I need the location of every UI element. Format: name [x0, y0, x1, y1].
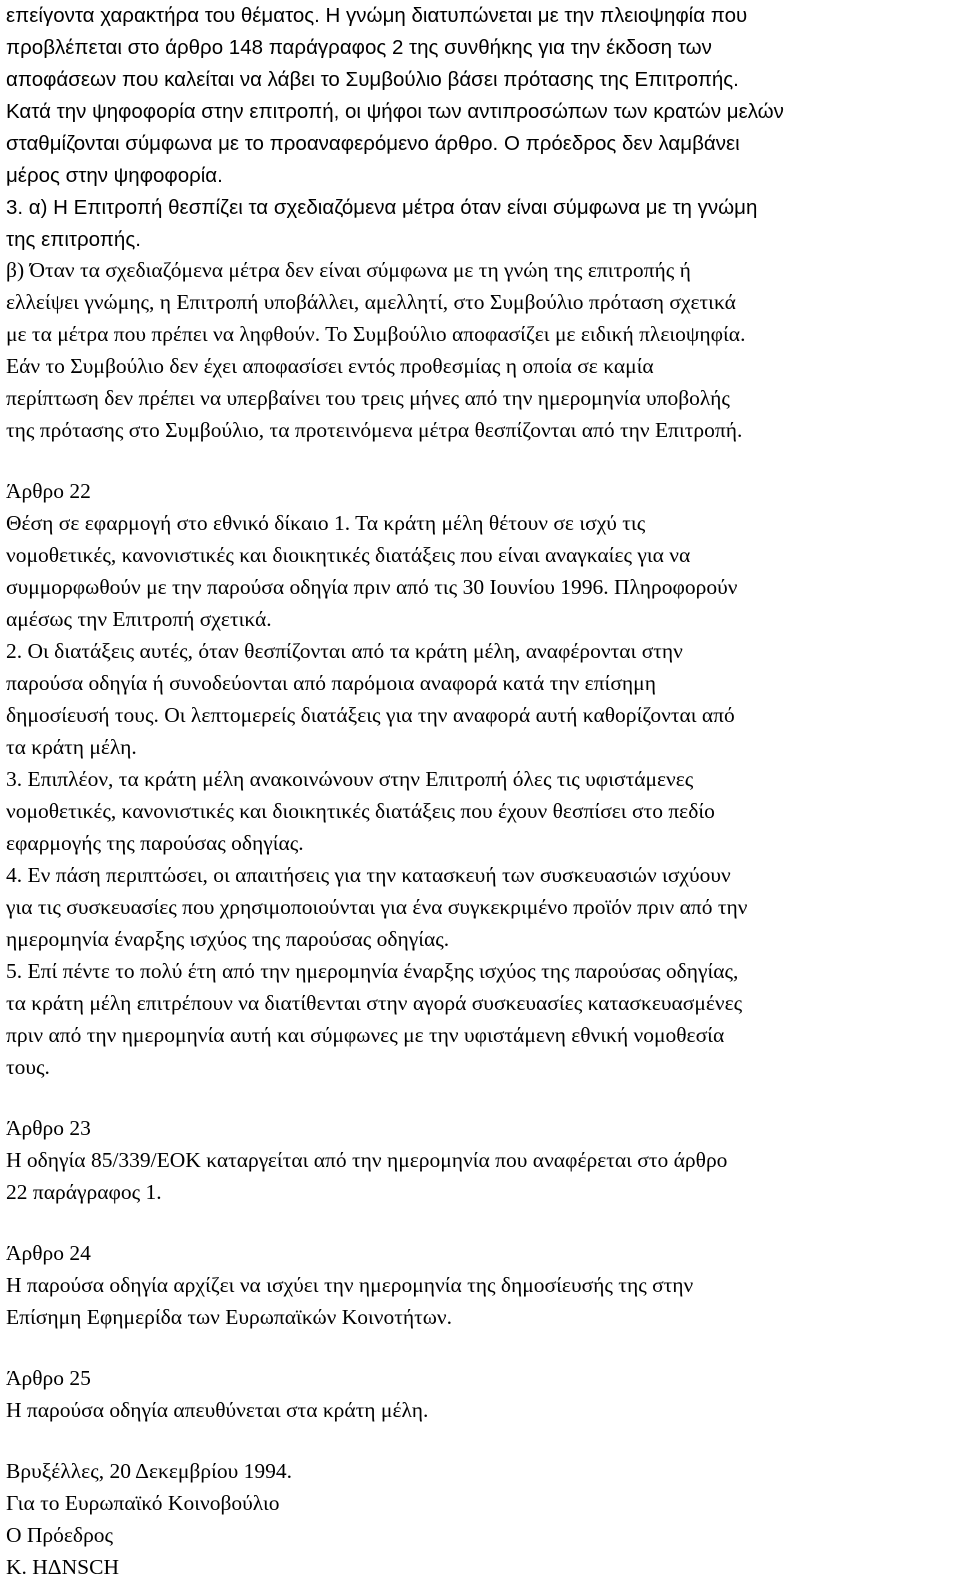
paragraph-b	[6, 254, 956, 446]
article-heading: Άρθρο 22	[6, 479, 91, 503]
paragraph-gap	[6, 1208, 956, 1237]
document-body	[6, 254, 956, 1583]
text-line: 5. Επί πέντε το πολύ έτη από την ημερομηνία έναρξης ισχύος της παρούσας οδηγίας,	[6, 959, 739, 983]
article-heading: Άρθρο 24	[6, 1241, 91, 1265]
article-heading: Άρθρο 25	[6, 1366, 91, 1390]
text-line: Η παρούσα οδηγία απευθύνεται στα κράτη μέλη.	[6, 1398, 429, 1422]
text-line: νομοθετικές, κανονιστικές και διοικητικές διατάξεις που έχουν θεσπίσει στο πεδίο	[6, 799, 715, 823]
paragraph-gap	[6, 446, 956, 475]
text-line: τα κράτη μέλη.	[6, 735, 137, 759]
text-line: ημερομηνία έναρξης ισχύος της παρούσας οδηγίας.	[6, 927, 450, 951]
text-line: περίπτωση δεν πρέπει να υπερβαίνει του τρεις μήνες από την ημερομηνία υποβολής	[6, 386, 730, 410]
article-23	[6, 1112, 956, 1208]
text-line: Επίσημη Εφημερίδα των Ευρωπαϊκών Κοινοτήτων.	[6, 1305, 453, 1329]
text-line: σταθμίζονται σύμφωνα με το προαναφερόμενο άρθρο. Ο πρόεδρος δεν λαμβάνει	[6, 132, 740, 155]
text-line: β) Όταν τα σχεδιαζόμενα μέτρα δεν είναι σύμφωνα με τη γνώη της επιτροπής ή	[6, 258, 691, 282]
text-line: με τα μέτρα που πρέπει να ληφθούν. Το Συμβούλιο αποφασίζει με ειδική πλειοψηφία.	[6, 322, 746, 346]
text-line: Εάν το Συμβούλιο δεν έχει αποφασίσει εντός προθεσμίας η οποία σε καμία	[6, 354, 654, 378]
paragraph-gap	[6, 1083, 956, 1112]
text-line: εφαρμογής της παρούσας οδηγίας.	[6, 831, 304, 855]
text-line: της πρότασης στο Συμβούλιο, τα προτεινόμενα μέτρα θεσπίζονται από την Επιτροπή.	[6, 418, 743, 442]
text-line: τους.	[6, 1055, 50, 1079]
signature-place-date: Βρυξέλλες, 20 Δεκεμβρίου 1994.	[6, 1459, 292, 1483]
text-line: νομοθετικές, κανονιστικές και διοικητικές διατάξεις που είναι αναγκαίες για να	[6, 543, 691, 567]
text-line: 4. Εν πάση περιπτώσει, οι απαιτήσεις για την κατασκευή των συσκευασιών ισχύουν	[6, 863, 731, 887]
text-line: Η παρούσα οδηγία αρχίζει να ισχύει την ημερομηνία της δημοσίευσής της στην	[6, 1273, 694, 1297]
article-24	[6, 1237, 956, 1333]
signature-institution: Για το Ευρωπαϊκό Κοινοβούλιο	[6, 1491, 280, 1515]
text-line: 3. α) Η Επιτροπή θεσπίζει τα σχεδιαζόμενα μέτρα όταν είναι σύμφωνα με τη γνώμη	[6, 196, 758, 219]
paragraph-gap	[6, 1333, 956, 1362]
text-line: Θέση σε εφαρμογή στο εθνικό δίκαιο 1. Τα κράτη μέλη θέτουν σε ισχύ τις	[6, 511, 646, 535]
signature-name: Κ. ΗΔΝSCH	[6, 1555, 119, 1579]
text-line: μέρος στην ψηφοφορία.	[6, 164, 223, 187]
text-line: αμέσως την Επιτροπή σχετικά.	[6, 607, 272, 631]
text-line: πριν από την ημερομηνία αυτή και σύμφωνες με την υφιστάμενη εθνική νομοθεσία	[6, 1023, 725, 1047]
signature-block	[6, 1455, 956, 1583]
text-line: ελλείψει γνώμης, η Επιτροπή υποβάλλει, αμελλητί, στο Συμβούλιο πρόταση σχετικά	[6, 290, 736, 314]
text-line: προβλέπεται στο άρθρο 148 παράγραφος 2 της συνθήκης για την έκδοση των	[6, 36, 712, 59]
text-line: της επιτροπής.	[6, 228, 141, 251]
text-line: 22 παράγραφος 1.	[6, 1180, 162, 1204]
article-21-continuation	[6, 0, 956, 256]
text-line: παρούσα οδηγία ή συνοδεύονται από παρόμοια αναφορά κατά την επίσημη	[6, 671, 656, 695]
paragraph-gap	[6, 1426, 956, 1455]
text-line: Η οδηγία 85/339/ΕΟΚ καταργείται από την ημερομηνία που αναφέρεται στο άρθρο	[6, 1148, 728, 1172]
text-line: τα κράτη μέλη επιτρέπουν να διατίθενται στην αγορά συσκευασίες κατασκευασμένες	[6, 991, 743, 1015]
text-line: για τις συσκευασίες που χρησιμοποιούνται για ένα συγκεκριμένο προϊόν πριν από την	[6, 895, 748, 919]
article-25	[6, 1362, 956, 1426]
text-line: επείγοντα χαρακτήρα του θέματος. Η γνώμη διατυπώνεται με την πλειοψηφία που	[6, 4, 748, 27]
text-line: συμμορφωθούν με την παρούσα οδηγία πριν από τις 30 Ιουνίου 1996. Πληροφορούν	[6, 575, 738, 599]
text-line: 2. Οι διατάξεις αυτές, όταν θεσπίζονται από τα κράτη μέλη, αναφέρονται στην	[6, 639, 683, 663]
article-22	[6, 475, 956, 1083]
signature-title: Ο Πρόεδρος	[6, 1523, 114, 1547]
article-heading: Άρθρο 23	[6, 1116, 91, 1140]
text-line: αποφάσεων που καλείται να λάβει το Συμβούλιο βάσει πρότασης της Επιτροπής.	[6, 68, 739, 91]
text-line: δημοσίευσή τους. Οι λεπτομερείς διατάξεις για την αναφορά αυτή καθορίζονται από	[6, 703, 735, 727]
text-line: 3. Επιπλέον, τα κράτη μέλη ανακοινώνουν στην Επιτροπή όλες τις υφιστάμενες	[6, 767, 694, 791]
text-line: Κατά την ψηφοφορία στην επιτροπή, οι ψήφοι των αντιπροσώπων των κρατών μελών	[6, 100, 784, 123]
